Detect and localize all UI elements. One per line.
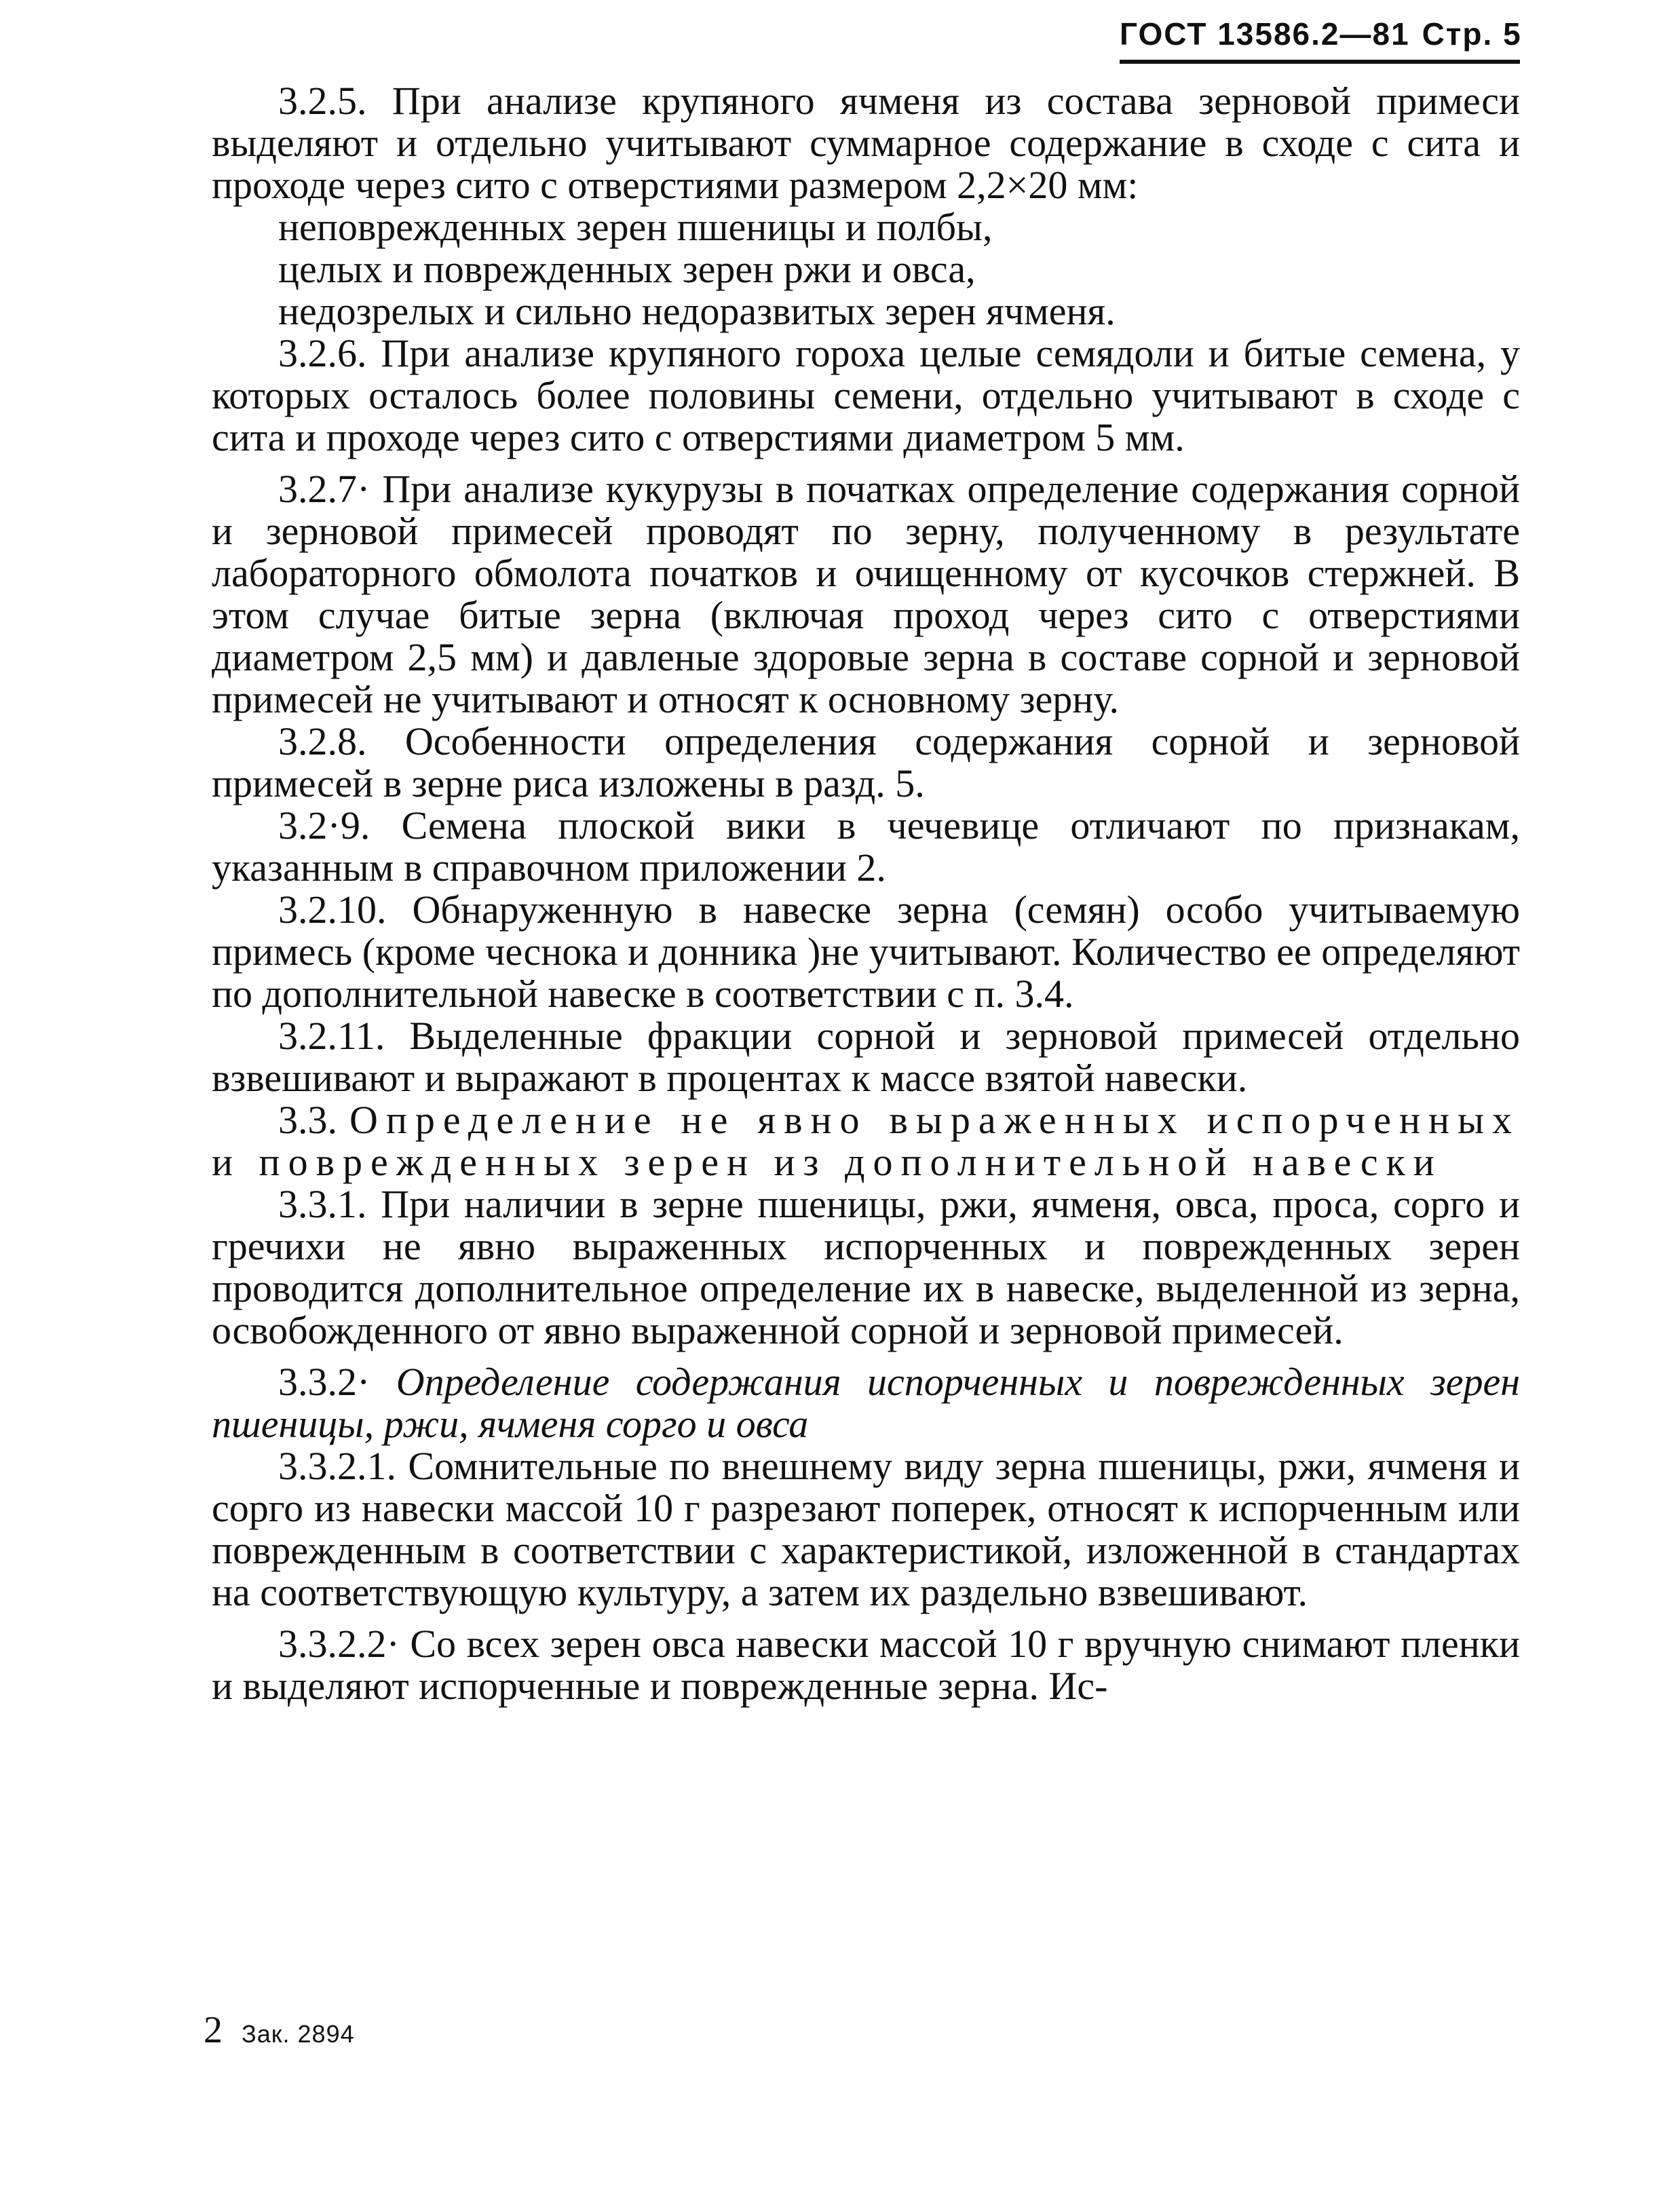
page-footer: [204, 2008, 355, 2052]
paragraph-3-3-2-1: 3.3.2.1. Сомнительные по внешнему виду зерна пшеницы, ржи, ячменя и сорго из навески массой 10 г разрезают поперек, относят к испорченным или поврежденным в соответствии с характеристикой, изложенной в стандартах на соответствующую культуру, а затем их раздельно взвешивают.: [212, 1444, 1520, 1614]
subsection-title: Определение содержания испорченных и поврежденных зерен пшеницы, ржи, ячменя сорго и овса: [212, 1360, 1520, 1446]
section-number: 3.3.: [278, 1098, 337, 1142]
paragraph-3-2-8: 3.2.8. Особенности определения содержания сорной и зерновой примесей в зерне риса изложены в разд. 5.: [212, 719, 1520, 805]
list-item: недозрелых и сильно недоразвитых зерен ячменя.: [278, 289, 1116, 333]
subsection-number: 3.3.2·: [278, 1360, 370, 1404]
paragraph-3-2-10: 3.2.10. Обнаруженную в навеске зерна (семян) особо учитываемую примесь (кроме чеснока и донника )не учитывают. Количество ее определяют по дополнительной навеске в соответствии с п. 3.4.: [212, 888, 1520, 1016]
paragraph-3-2-11: 3.2.11. Выделенные фракции сорной и зерновой примесей отдельно взвешивают и выражают в процентах к массе взятой навески.: [212, 1014, 1520, 1100]
page-label: Стр. 5: [1422, 16, 1522, 52]
paragraph-3-3-2-2: 3.3.2.2· Со всех зерен овса навески массой 10 г вручную снимают пленки и выделяют испорченные и поврежденные зерна. Ис-: [212, 1622, 1520, 1708]
paragraph-3-2-9: 3.2·9. Семена плоской вики в чечевице отличают по признакам, указанным в справочном приложении 2.: [212, 803, 1520, 890]
body-text: [212, 80, 1520, 1707]
page-header: [1120, 12, 1520, 64]
section-heading-3-3: [212, 1099, 1520, 1183]
paragraph-3-2-7: 3.2.7· При анализе кукурузы в початках определение содержания сорной и зерновой примесей проводят по зерну, полученному в результате лабораторного обмолота початков и очищенному от кусочков стержней. В этом случае битые зерна (включая проход через сито с отверстиями диаметром 2,5 мм) и давленые здоровые зерна в составе сорной и зерновой примесей не учитывают и относят к основному зерну.: [212, 467, 1520, 721]
paragraph-3-2-6: 3.2.6. При анализе крупяного гороха целые семядоли и битые семена, у которых осталось более половины семени, отдельно учитывают в сходе с сита и проходе через сито с отверстиями диаметром 5 мм.: [212, 331, 1520, 459]
list-item: неповрежденных зерен пшеницы и полбы,: [278, 205, 993, 249]
standard-number: ГОСТ 13586.2—81: [1120, 16, 1410, 52]
subsection-heading-3-3-2: [212, 1361, 1520, 1445]
footer-page-number: 2: [204, 2009, 223, 2051]
paragraph-3-3-1: 3.3.1. При наличии в зерне пшеницы, ржи, ячменя, овса, проса, сорго и гречихи не явно выраженных испорченных и поврежденных зерен проводится дополнительное определение их в навеске, выделенной из зерна, освобожденного от явно выраженной сорной и зерновой примесей.: [212, 1182, 1520, 1352]
paragraph-3-2-5: 3.2.5. При анализе крупяного ячменя из состава зерновой примеси выделяют и отдельно учитывают суммарное содержание в сходе с сита и проходе через сито с отверстиями размером 2,2×20 мм:: [212, 79, 1520, 207]
order-number: Зак. 2894: [242, 2020, 355, 2048]
section-title: Определение не явно выраженных испорченных и поврежденных зерен из дополнительной навески: [212, 1098, 1520, 1184]
list-item: целых и поврежденных зерен ржи и овса,: [278, 247, 976, 291]
